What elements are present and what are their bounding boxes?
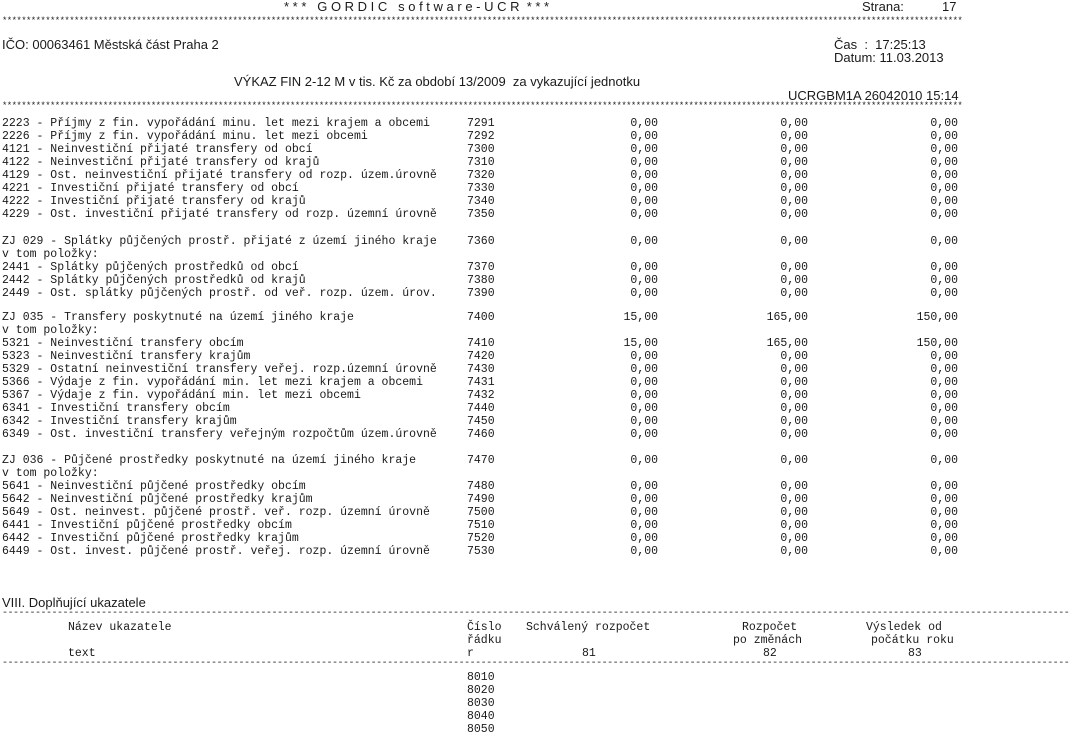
row-name: 6342 - Investiční transfery krajům (2, 415, 237, 428)
row-value-revised: 0,00 (780, 363, 808, 376)
row-name: 4122 - Neinvestiční přijaté transfery od krajů (2, 156, 320, 169)
report-time: Čas : 17:25:13 (834, 37, 926, 52)
row-value-result: 0,00 (930, 182, 958, 195)
row-code: 7500 (467, 506, 495, 519)
row-value-revised: 0,00 (780, 261, 808, 274)
row-value-approved: 0,00 (630, 208, 658, 221)
row-value-approved: 0,00 (630, 480, 658, 493)
row-value-result: 0,00 (930, 287, 958, 300)
row-value-result: 0,00 (930, 454, 958, 467)
row-value-revised: 0,00 (780, 532, 808, 545)
row-value-result: 0,00 (930, 376, 958, 389)
page-label: Strana: (862, 0, 904, 14)
separator-dashes-1: -------------------------------------------------------------------------------------------------------------------------------------------------------------------------------------------------- (2, 608, 1069, 619)
row-value-revised: 0,00 (780, 402, 808, 415)
table-row (0, 117, 960, 130)
row-name: 5642 - Neinvestiční půjčené prostředky krajům (2, 493, 313, 506)
row-code: 7390 (467, 287, 495, 300)
row-value-result: 0,00 (930, 235, 958, 248)
row-value-revised: 0,00 (780, 169, 808, 182)
row-name: 2223 - Příjmy z fin. vypořádání minu. let mezi krajem a obcemi (2, 117, 430, 130)
col-header-row-no: Číslo (467, 621, 502, 634)
row-value-result: 0,00 (930, 415, 958, 428)
report-id: UCRGBM1A 26042010 15:14 (788, 88, 959, 103)
section8-row-code: 8020 (467, 684, 495, 697)
row-value-approved: 0,00 (630, 493, 658, 506)
table-row (0, 389, 960, 402)
row-value-result: 0,00 (930, 389, 958, 402)
table-row (0, 130, 960, 143)
col-header-result: Výsledek od (866, 621, 942, 634)
row-value-revised: 0,00 (780, 480, 808, 493)
row-code: 7310 (467, 156, 495, 169)
separator-stars-top: ******************************************************************************************************************************************************************************************************** (2, 16, 963, 26)
row-name: 2449 - Ost. splátky půjčených prostř. od veř. rozp. územ. úrov. (2, 287, 437, 300)
row-name: 4222 - Investiční přijaté transfery od krajů (2, 195, 306, 208)
row-value-revised: 0,00 (780, 454, 808, 467)
page-number: 17 (942, 0, 957, 14)
table-row (0, 350, 960, 363)
row-code: 7480 (467, 480, 495, 493)
table-row (0, 532, 960, 545)
row-code: 7410 (467, 337, 495, 350)
row-value-approved: 0,00 (630, 274, 658, 287)
table-row (0, 208, 960, 221)
row-code: 7292 (467, 130, 495, 143)
row-name: 6441 - Investiční půjčené prostředky obcím (2, 519, 292, 532)
table-row (0, 337, 960, 350)
row-value-approved: 0,00 (630, 376, 658, 389)
row-name: v tom položky: (2, 324, 99, 337)
col-header-approved: Schválený rozpočet (526, 621, 651, 634)
row-value-revised: 0,00 (780, 350, 808, 363)
row-value-approved: 0,00 (630, 428, 658, 441)
row-code: 7350 (467, 208, 495, 221)
table-row (0, 311, 960, 324)
row-value-revised: 0,00 (780, 287, 808, 300)
row-value-result: 0,00 (930, 130, 958, 143)
table-row (0, 182, 960, 195)
row-name: 5367 - Výdaje z fin. vypořádání min. let mezi obcemi (2, 389, 361, 402)
row-value-revised: 0,00 (780, 182, 808, 195)
table-row (0, 287, 960, 300)
row-name: 2226 - Příjmy z fin. vypořádání minu. let mezi obcemi (2, 130, 368, 143)
row-value-approved: 0,00 (630, 130, 658, 143)
col-header-row-no-2: řádku (467, 634, 502, 647)
row-value-revised: 0,00 (780, 545, 808, 558)
row-name: 6442 - Investiční půjčené prostředky krajům (2, 532, 299, 545)
row-value-revised: 0,00 (780, 117, 808, 130)
row-name: 4129 - Ost. neinvestiční přijaté transfery od rozp. územ.úrovně (2, 169, 437, 182)
row-value-result: 150,00 (916, 311, 958, 324)
row-name: 2441 - Splátky půjčených prostředků od obcí (2, 261, 299, 274)
row-code: 7400 (467, 311, 495, 324)
row-value-revised: 0,00 (780, 389, 808, 402)
row-value-approved: 0,00 (630, 195, 658, 208)
row-value-approved: 15,00 (623, 337, 658, 350)
table-row (0, 467, 960, 480)
row-value-revised: 0,00 (780, 415, 808, 428)
row-value-revised: 0,00 (780, 506, 808, 519)
row-value-result: 0,00 (930, 117, 958, 130)
section8-row-code: 8010 (467, 671, 495, 684)
row-value-result: 0,00 (930, 428, 958, 441)
row-name: 5641 - Neinvestiční půjčené prostředky obcím (2, 480, 306, 493)
row-code: 7450 (467, 415, 495, 428)
row-name: 4121 - Neinvestiční přijaté transfery od obcí (2, 143, 313, 156)
row-value-result: 0,00 (930, 208, 958, 221)
row-name: ZJ 035 - Transfery poskytnuté na území jiného kraje (2, 311, 354, 324)
separator-dashes-2: -------------------------------------------------------------------------------------------------------------------------------------------------------------------------------------------------- (2, 658, 1069, 669)
row-name: v tom položky: (2, 248, 99, 261)
row-code: 7520 (467, 532, 495, 545)
row-value-approved: 0,00 (630, 415, 658, 428)
row-value-approved: 0,00 (630, 156, 658, 169)
table-row (0, 493, 960, 506)
section8-row-code: 8040 (467, 710, 495, 723)
subheader-83: 83 (908, 647, 922, 660)
table-row (0, 519, 960, 532)
subheader-82: 82 (763, 647, 777, 660)
col-header-result-2: počátku roku (871, 634, 954, 647)
row-code: 7380 (467, 274, 495, 287)
table-row (0, 156, 960, 169)
row-name: ZJ 036 - Půjčené prostředky poskytnuté na území jiného kraje (2, 454, 417, 467)
table-row (0, 324, 960, 337)
row-code: 7360 (467, 235, 495, 248)
table-row (0, 428, 960, 441)
row-value-approved: 0,00 (630, 532, 658, 545)
row-code: 7330 (467, 182, 495, 195)
row-code: 7470 (467, 454, 495, 467)
row-code: 7510 (467, 519, 495, 532)
row-name: 6349 - Ost. investiční transfery veřejným rozpočtům územ.úrovně (2, 428, 437, 441)
subheader-r: r (467, 647, 474, 660)
row-name: v tom položky: (2, 467, 99, 480)
table-row (0, 363, 960, 376)
row-name: ZJ 029 - Splátky půjčených prostř. přijaté z území jiného kraje (2, 235, 437, 248)
section8-row-code: 8030 (467, 697, 495, 710)
row-value-approved: 0,00 (630, 545, 658, 558)
row-value-result: 0,00 (930, 480, 958, 493)
row-value-revised: 165,00 (766, 337, 808, 350)
table-row (0, 454, 960, 467)
row-value-revised: 0,00 (780, 130, 808, 143)
row-code: 7490 (467, 493, 495, 506)
row-name: 5329 - Ostatní neinvestiční transfery veřej. rozp.územní úrovně (2, 363, 437, 376)
table-row (0, 274, 960, 287)
row-value-approved: 0,00 (630, 350, 658, 363)
row-code: 7430 (467, 363, 495, 376)
row-value-approved: 0,00 (630, 389, 658, 402)
row-value-result: 0,00 (930, 143, 958, 156)
row-value-approved: 0,00 (630, 117, 658, 130)
row-value-result: 0,00 (930, 519, 958, 532)
row-value-result: 0,00 (930, 350, 958, 363)
row-code: 7420 (467, 350, 495, 363)
section-title: VIII. Doplňující ukazatele (2, 595, 146, 610)
row-code: 7460 (467, 428, 495, 441)
row-code: 7432 (467, 389, 495, 402)
row-name: 5649 - Ost. neinvest. půjčené prostř. veř. rozp. územní úrovně (2, 506, 430, 519)
row-code: 7370 (467, 261, 495, 274)
report-banner: * * * G O R D I C s o f t w a r e - U C R * * * (284, 0, 550, 14)
row-value-approved: 0,00 (630, 143, 658, 156)
row-value-revised: 0,00 (780, 519, 808, 532)
row-name: 5321 - Neinvestiční transfery obcím (2, 337, 244, 350)
row-value-result: 0,00 (930, 493, 958, 506)
row-value-result: 0,00 (930, 156, 958, 169)
row-value-approved: 0,00 (630, 182, 658, 195)
row-name: 2442 - Splátky půjčených prostředků od krajů (2, 274, 306, 287)
section8-row-code: 8050 (467, 723, 495, 736)
row-value-result: 0,00 (930, 545, 958, 558)
row-value-result: 0,00 (930, 532, 958, 545)
table-row (0, 506, 960, 519)
row-value-revised: 0,00 (780, 235, 808, 248)
row-code: 7300 (467, 143, 495, 156)
row-name: 6449 - Ost. invest. půjčené prostř. veřej. rozp. územní úrovně (2, 545, 430, 558)
table-row (0, 235, 960, 248)
row-value-approved: 0,00 (630, 235, 658, 248)
row-value-approved: 15,00 (623, 311, 658, 324)
table-row (0, 169, 960, 182)
row-value-revised: 0,00 (780, 143, 808, 156)
row-value-result: 0,00 (930, 261, 958, 274)
row-name: 6341 - Investiční transfery obcím (2, 402, 230, 415)
row-value-revised: 0,00 (780, 376, 808, 389)
row-value-revised: 0,00 (780, 493, 808, 506)
row-value-revised: 0,00 (780, 428, 808, 441)
col-header-revised-2: po změnách (733, 634, 803, 647)
subheader-text: text (68, 647, 96, 660)
row-value-approved: 0,00 (630, 506, 658, 519)
row-value-revised: 0,00 (780, 156, 808, 169)
col-header-revised: Rozpočet (742, 621, 798, 634)
row-value-approved: 0,00 (630, 287, 658, 300)
row-code: 7340 (467, 195, 495, 208)
row-value-result: 0,00 (930, 274, 958, 287)
row-code: 7320 (467, 169, 495, 182)
table-row (0, 376, 960, 389)
row-code: 7440 (467, 402, 495, 415)
subheader-81: 81 (582, 647, 596, 660)
row-value-revised: 0,00 (780, 208, 808, 221)
row-name: 4229 - Ost. investiční přijaté transfery od rozp. územní úrovně (2, 208, 437, 221)
col-header-name: Název ukazatele (68, 621, 172, 634)
row-value-result: 0,00 (930, 195, 958, 208)
table-row (0, 261, 960, 274)
row-value-approved: 0,00 (630, 261, 658, 274)
row-value-revised: 165,00 (766, 311, 808, 324)
row-value-result: 0,00 (930, 506, 958, 519)
row-value-revised: 0,00 (780, 274, 808, 287)
row-value-result: 150,00 (916, 337, 958, 350)
row-code: 7291 (467, 117, 495, 130)
table-row (0, 545, 960, 558)
ico-organization: IČO: 00063461 Městská část Praha 2 (2, 37, 219, 52)
table-row (0, 402, 960, 415)
row-code: 7530 (467, 545, 495, 558)
row-name: 5366 - Výdaje z fin. vypořádání min. let mezi krajem a obcemi (2, 376, 423, 389)
row-value-approved: 0,00 (630, 169, 658, 182)
row-name: 4221 - Investiční přijaté transfery od obcí (2, 182, 299, 195)
table-row (0, 415, 960, 428)
row-value-approved: 0,00 (630, 519, 658, 532)
row-value-approved: 0,00 (630, 454, 658, 467)
table-row (0, 248, 960, 261)
separator-stars-mid: ******************************************************************************************************************************************************************************************************** (2, 101, 963, 111)
row-value-approved: 0,00 (630, 363, 658, 376)
row-value-revised: 0,00 (780, 195, 808, 208)
report-date: Datum: 11.03.2013 (834, 50, 944, 65)
table-row (0, 195, 960, 208)
report-title: VÝKAZ FIN 2-12 M v tis. Kč za období 13/2009 za vykazující jednotku (234, 74, 641, 89)
row-code: 7431 (467, 376, 495, 389)
row-value-approved: 0,00 (630, 402, 658, 415)
row-name: 5323 - Neinvestiční transfery krajům (2, 350, 251, 363)
table-row (0, 480, 960, 493)
row-value-result: 0,00 (930, 402, 958, 415)
table-row (0, 143, 960, 156)
row-value-result: 0,00 (930, 169, 958, 182)
row-value-result: 0,00 (930, 363, 958, 376)
